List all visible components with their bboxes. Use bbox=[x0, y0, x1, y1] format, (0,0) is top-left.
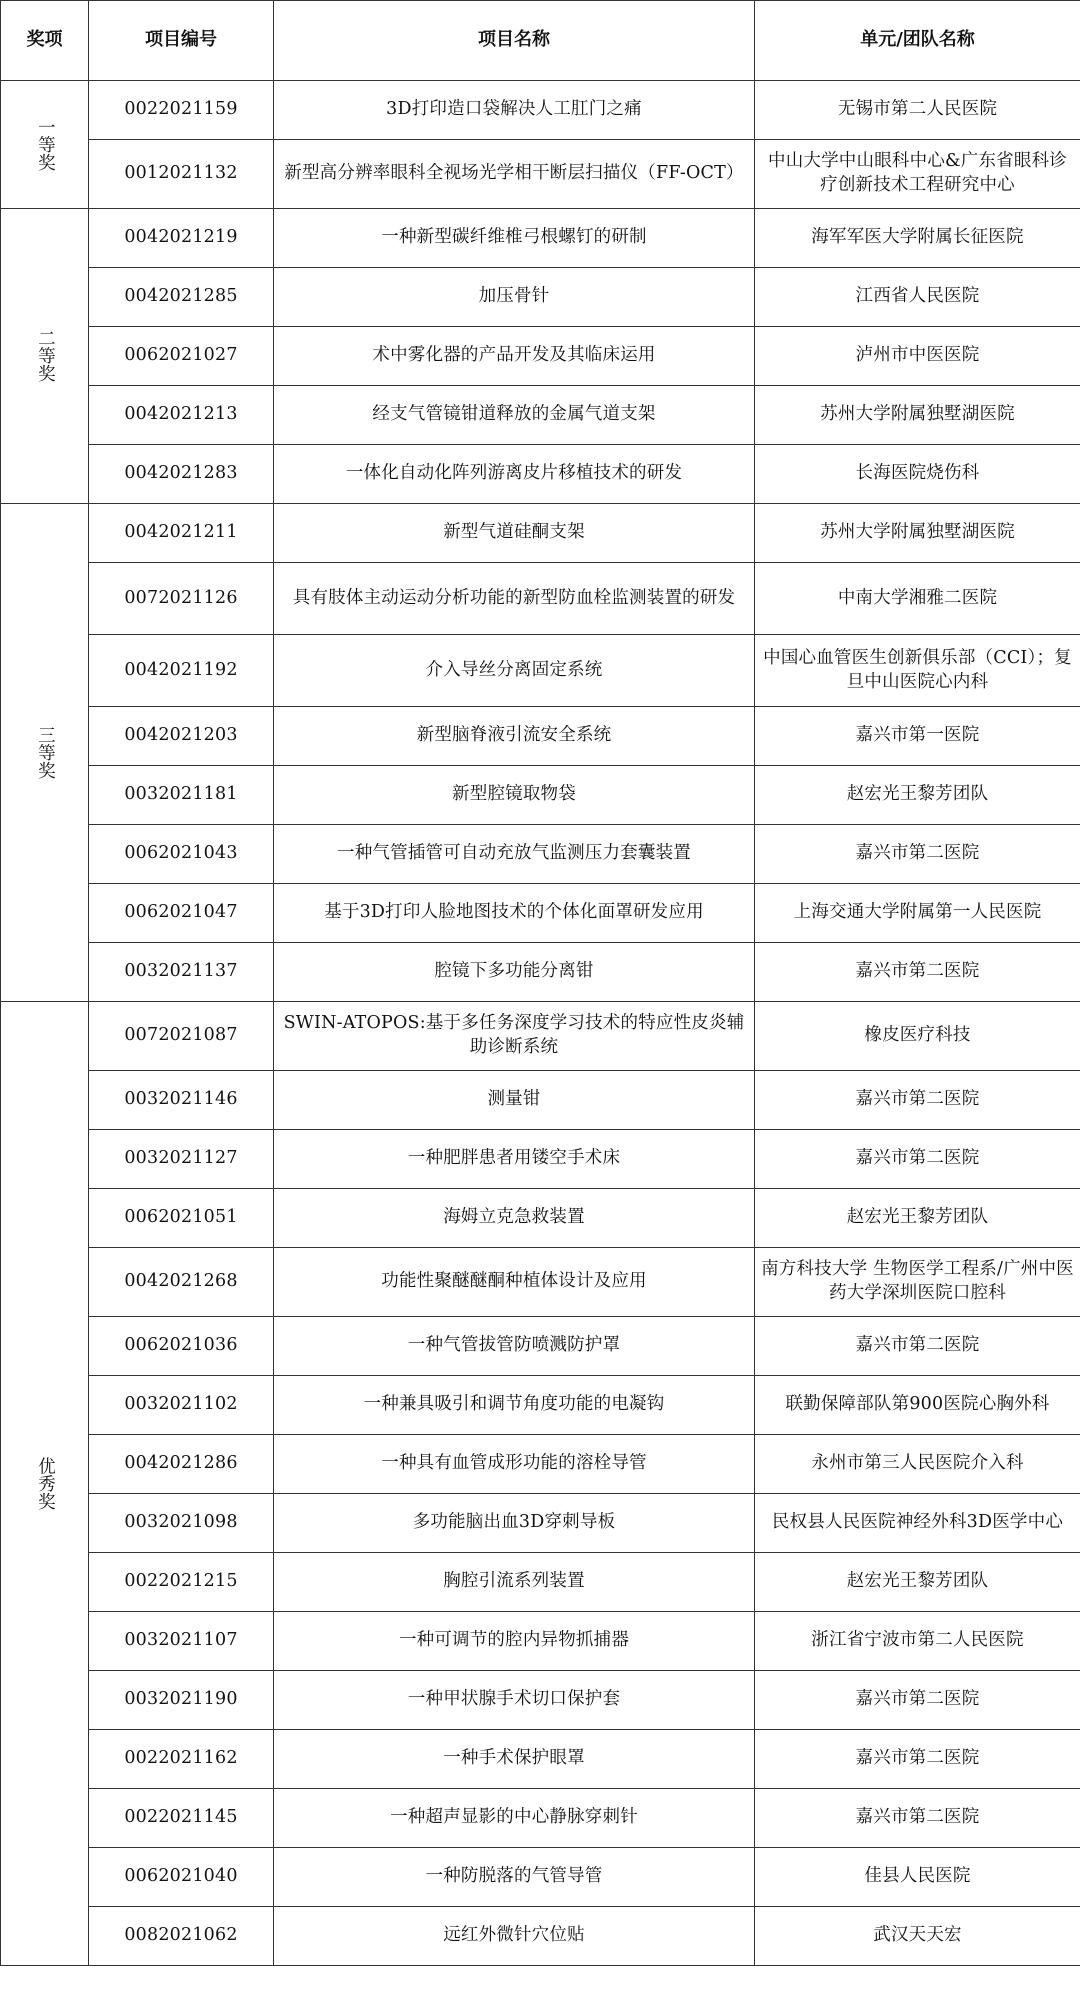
project-code-cell: 0012021132 bbox=[89, 140, 274, 209]
grade-label: 优秀奖 bbox=[35, 1456, 56, 1511]
project-name-cell: 新型腔镜取物袋 bbox=[274, 766, 755, 825]
table-row bbox=[1, 209, 1080, 268]
table-row bbox=[1, 943, 1080, 1002]
unit-name-cell: 嘉兴市第二医院 bbox=[755, 1317, 1080, 1376]
unit-name-cell: 嘉兴市第二医院 bbox=[755, 1730, 1080, 1789]
project-code-cell: 0032021146 bbox=[89, 1071, 274, 1130]
header-unit: 单元/团队名称 bbox=[755, 1, 1080, 81]
table-row bbox=[1, 1848, 1080, 1907]
table-row bbox=[1, 635, 1080, 707]
unit-name-cell: 民权县人民医院神经外科3D医学中心 bbox=[755, 1494, 1080, 1553]
project-name-cell: 腔镜下多功能分离钳 bbox=[274, 943, 755, 1002]
grade-cell-excellence-award bbox=[1, 1002, 89, 1966]
project-code-cell: 0062021051 bbox=[89, 1189, 274, 1248]
project-code-cell: 0042021203 bbox=[89, 707, 274, 766]
project-code-cell: 0032021127 bbox=[89, 1130, 274, 1189]
project-name-cell: 一种新型碳纤维椎弓根螺钉的研制 bbox=[274, 209, 755, 268]
project-name-cell: 新型脑脊液引流安全系统 bbox=[274, 707, 755, 766]
grade-label: 三等奖 bbox=[35, 725, 56, 780]
project-code-cell: 0042021192 bbox=[89, 635, 274, 707]
grade-label: 一等奖 bbox=[35, 117, 56, 172]
header-code: 项目编号 bbox=[89, 1, 274, 81]
project-name-cell: 一种防脱落的气管导管 bbox=[274, 1848, 755, 1907]
unit-name-cell: 永州市第三人民医院介入科 bbox=[755, 1435, 1080, 1494]
unit-name-cell: 长海医院烧伤科 bbox=[755, 445, 1080, 504]
project-code-cell: 0022021145 bbox=[89, 1789, 274, 1848]
table-row bbox=[1, 1376, 1080, 1435]
table-row bbox=[1, 1730, 1080, 1789]
unit-name-cell: 嘉兴市第二医院 bbox=[755, 1671, 1080, 1730]
unit-name-cell: 苏州大学附属独墅湖医院 bbox=[755, 386, 1080, 445]
unit-name-cell: 联勤保障部队第900医院心胸外科 bbox=[755, 1376, 1080, 1435]
table-row bbox=[1, 268, 1080, 327]
project-name-cell: 3D打印造口袋解决人工肛门之痛 bbox=[274, 81, 755, 140]
unit-name-cell: 赵宏光王黎芳团队 bbox=[755, 766, 1080, 825]
project-code-cell: 0022021162 bbox=[89, 1730, 274, 1789]
project-name-cell: 一种可调节的腔内异物抓捕器 bbox=[274, 1612, 755, 1671]
project-code-cell: 0042021219 bbox=[89, 209, 274, 268]
project-code-cell: 0032021102 bbox=[89, 1376, 274, 1435]
table-row bbox=[1, 1071, 1080, 1130]
project-name-cell: 远红外微针穴位贴 bbox=[274, 1907, 755, 1966]
unit-name-cell: 中山大学中山眼科中心&广东省眼科诊疗创新技术工程研究中心 bbox=[755, 140, 1080, 209]
unit-name-cell: 赵宏光王黎芳团队 bbox=[755, 1189, 1080, 1248]
project-name-cell: SWIN-ATOPOS:基于多任务深度学习技术的特应性皮炎辅助诊断系统 bbox=[274, 1002, 755, 1071]
project-name-cell: 一种甲状腺手术切口保护套 bbox=[274, 1671, 755, 1730]
table-row bbox=[1, 504, 1080, 563]
project-code-cell: 0042021213 bbox=[89, 386, 274, 445]
unit-name-cell: 嘉兴市第二医院 bbox=[755, 825, 1080, 884]
table-row bbox=[1, 1248, 1080, 1317]
unit-name-cell: 佳县人民医院 bbox=[755, 1848, 1080, 1907]
award-table-body bbox=[1, 81, 1080, 1966]
unit-name-cell: 橡皮医疗科技 bbox=[755, 1002, 1080, 1071]
unit-name-cell: 赵宏光王黎芳团队 bbox=[755, 1553, 1080, 1612]
unit-name-cell: 中南大学湘雅二医院 bbox=[755, 563, 1080, 635]
table-row bbox=[1, 1612, 1080, 1671]
project-name-cell: 一种气管拔管防喷溅防护罩 bbox=[274, 1317, 755, 1376]
project-code-cell: 0072021087 bbox=[89, 1002, 274, 1071]
project-code-cell: 0062021036 bbox=[89, 1317, 274, 1376]
table-row bbox=[1, 766, 1080, 825]
project-name-cell: 一种肥胖患者用镂空手术床 bbox=[274, 1130, 755, 1189]
project-name-cell: 一体化自动化阵列游离皮片移植技术的研发 bbox=[274, 445, 755, 504]
table-row bbox=[1, 1130, 1080, 1189]
table-row bbox=[1, 1907, 1080, 1966]
table-row bbox=[1, 1494, 1080, 1553]
unit-name-cell: 上海交通大学附属第一人民医院 bbox=[755, 884, 1080, 943]
unit-name-cell: 苏州大学附属独墅湖医院 bbox=[755, 504, 1080, 563]
table-row bbox=[1, 327, 1080, 386]
unit-name-cell: 武汉天天宏 bbox=[755, 1907, 1080, 1966]
unit-name-cell: 嘉兴市第二医院 bbox=[755, 943, 1080, 1002]
unit-name-cell: 中国心血管医生创新俱乐部（CCI）；复旦中山医院心内科 bbox=[755, 635, 1080, 707]
unit-name-cell: 江西省人民医院 bbox=[755, 268, 1080, 327]
grade-cell-second-prize bbox=[1, 209, 89, 504]
project-code-cell: 0032021190 bbox=[89, 1671, 274, 1730]
project-code-cell: 0042021285 bbox=[89, 268, 274, 327]
project-code-cell: 0062021040 bbox=[89, 1848, 274, 1907]
table-row bbox=[1, 1553, 1080, 1612]
unit-name-cell: 嘉兴市第二医院 bbox=[755, 1071, 1080, 1130]
project-name-cell: 测量钳 bbox=[274, 1071, 755, 1130]
project-code-cell: 0022021159 bbox=[89, 81, 274, 140]
project-name-cell: 具有肢体主动运动分析功能的新型防血栓监测装置的研发 bbox=[274, 563, 755, 635]
table-row bbox=[1, 1789, 1080, 1848]
header-award: 奖项 bbox=[1, 1, 89, 81]
project-code-cell: 0042021211 bbox=[89, 504, 274, 563]
project-name-cell: 胸腔引流系列装置 bbox=[274, 1553, 755, 1612]
project-code-cell: 0072021126 bbox=[89, 563, 274, 635]
project-name-cell: 术中雾化器的产品开发及其临床运用 bbox=[274, 327, 755, 386]
table-row bbox=[1, 884, 1080, 943]
table-header-row bbox=[1, 1, 1080, 81]
table-row bbox=[1, 81, 1080, 140]
project-name-cell: 新型气道硅酮支架 bbox=[274, 504, 755, 563]
project-name-cell: 功能性聚醚醚酮种植体设计及应用 bbox=[274, 1248, 755, 1317]
table-row bbox=[1, 386, 1080, 445]
project-code-cell: 0022021215 bbox=[89, 1553, 274, 1612]
header-name: 项目名称 bbox=[274, 1, 755, 81]
project-name-cell: 海姆立克急救装置 bbox=[274, 1189, 755, 1248]
project-name-cell: 一种手术保护眼罩 bbox=[274, 1730, 755, 1789]
project-code-cell: 0062021027 bbox=[89, 327, 274, 386]
project-name-cell: 新型高分辨率眼科全视场光学相干断层扫描仪（FF-OCT） bbox=[274, 140, 755, 209]
unit-name-cell: 海军军医大学附属长征医院 bbox=[755, 209, 1080, 268]
unit-name-cell: 泸州市中医医院 bbox=[755, 327, 1080, 386]
grade-cell-third-prize bbox=[1, 504, 89, 1002]
table-row bbox=[1, 1002, 1080, 1071]
project-name-cell: 加压骨针 bbox=[274, 268, 755, 327]
project-code-cell: 0042021268 bbox=[89, 1248, 274, 1317]
table-row bbox=[1, 445, 1080, 504]
table-row bbox=[1, 1671, 1080, 1730]
project-code-cell: 0042021286 bbox=[89, 1435, 274, 1494]
project-name-cell: 一种气管插管可自动充放气监测压力套囊装置 bbox=[274, 825, 755, 884]
unit-name-cell: 浙江省宁波市第二人民医院 bbox=[755, 1612, 1080, 1671]
project-name-cell: 一种具有血管成形功能的溶栓导管 bbox=[274, 1435, 755, 1494]
table-row bbox=[1, 140, 1080, 209]
project-code-cell: 0062021043 bbox=[89, 825, 274, 884]
table-row bbox=[1, 1317, 1080, 1376]
project-name-cell: 经支气管镜钳道释放的金属气道支架 bbox=[274, 386, 755, 445]
project-code-cell: 0032021107 bbox=[89, 1612, 274, 1671]
table-row bbox=[1, 1435, 1080, 1494]
project-code-cell: 0032021098 bbox=[89, 1494, 274, 1553]
table-row bbox=[1, 825, 1080, 884]
unit-name-cell: 嘉兴市第二医院 bbox=[755, 1130, 1080, 1189]
project-code-cell: 0082021062 bbox=[89, 1907, 274, 1966]
project-name-cell: 一种兼具吸引和调节角度功能的电凝钩 bbox=[274, 1376, 755, 1435]
project-code-cell: 0032021137 bbox=[89, 943, 274, 1002]
table-row bbox=[1, 1189, 1080, 1248]
unit-name-cell: 嘉兴市第一医院 bbox=[755, 707, 1080, 766]
project-name-cell: 基于3D打印人脸地图技术的个体化面罩研发应用 bbox=[274, 884, 755, 943]
project-code-cell: 0062021047 bbox=[89, 884, 274, 943]
project-name-cell: 一种超声显影的中心静脉穿刺针 bbox=[274, 1789, 755, 1848]
project-name-cell: 介入导丝分离固定系统 bbox=[274, 635, 755, 707]
unit-name-cell: 南方科技大学 生物医学工程系/广州中医药大学深圳医院口腔科 bbox=[755, 1248, 1080, 1317]
grade-label: 二等奖 bbox=[35, 329, 56, 383]
project-name-cell: 多功能脑出血3D穿刺导板 bbox=[274, 1494, 755, 1553]
unit-name-cell: 嘉兴市第二医院 bbox=[755, 1789, 1080, 1848]
grade-cell-first-prize bbox=[1, 81, 89, 209]
unit-name-cell: 无锡市第二人民医院 bbox=[755, 81, 1080, 140]
table-row bbox=[1, 707, 1080, 766]
project-code-cell: 0042021283 bbox=[89, 445, 274, 504]
project-code-cell: 0032021181 bbox=[89, 766, 274, 825]
table-row bbox=[1, 563, 1080, 635]
